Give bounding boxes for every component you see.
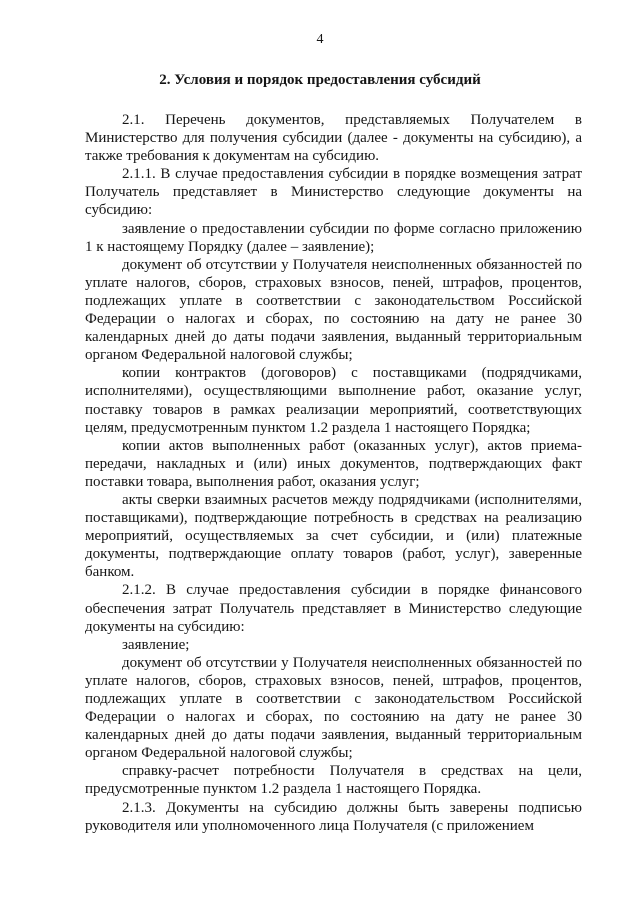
list-item-calculation: справку-расчет потребности Получателя в средствах на цели, предусмотренные пунктом 1.2 раздела 1 настоящего Порядка. (85, 763, 582, 798)
list-item-contracts: копии контрактов (договоров) с поставщиками (подрядчиками, исполнителями), осуществляющими выполнение работ, оказание услуг, поставку товаров в рамках реализации мероприятий, соответствующих целям, предусмотренным пунктом 1.2 раздела 1 настоящего Порядка; (85, 365, 582, 436)
list-item-application: заявление о предоставлении субсидии по форме согласно приложению 1 к настоящему Порядку (далее – заявление); (85, 220, 582, 255)
list-item-reconciliation: акты сверки взаимных расчетов между подрядчиками (исполнителями, поставщиками), подтверждающие потребность в средствах на реализацию мероприятий, осуществляемых за счет субсидии, и (или) платежные документы, подтверждающие оплату товаров (работ, услуг), заверенные банком. (85, 491, 582, 581)
list-item-tax-certificate: документ об отсутствии у Получателя неисполненных обязанностей по уплате налогов, сборов, страховых взносов, пеней, штрафов, процентов, подлежащих уплате в соответствии с законодательством Российской Федерации о налогах и сборах, по состоянию на дату не ранее 30 календарных дней до даты подачи заявления, выданный территориальным органом Федеральной налоговой службы; (85, 256, 582, 364)
paragraph-2-1-2: 2.1.2. В случае предоставления субсидии в порядке финансового обеспечения затрат Получатель представляет в Министерство следующие документы на субсидию: (85, 582, 582, 635)
section-heading: 2. Условия и порядок предоставления субсидий (159, 72, 481, 88)
list-item-acts: копии актов выполненных работ (оказанных услуг), актов приема-передачи, накладных и (или) иных документов, подтверждающих факт поставки товара, выполнения работ, оказания услуг; (85, 437, 582, 490)
document-body (85, 111, 582, 835)
list-item-tax-certificate-2: документ об отсутствии у Получателя неисполненных обязанностей по уплате налогов, сборов, страховых взносов, пеней, штрафов, процентов, подлежащих уплате в соответствии с законодательством Российской Федерации о налогах и сборах, по состоянию на дату не ранее 30 календарных дней до даты подачи заявления, выданный территориальным органом Федеральной налоговой службы; (85, 654, 582, 762)
paragraph-2-1: 2.1. Перечень документов, представляемых Получателем в Министерство для получения субсидии (далее - документы на субсидию), а также требования к документам на субсидию. (85, 112, 582, 165)
list-item-application-2: заявление; (122, 636, 190, 653)
paragraph-2-1-3: 2.1.3. Документы на субсидию должны быть заверены подписью руководителя или уполномоченного лица Получателя (с приложением (85, 799, 582, 834)
paragraph-2-1-1: 2.1.1. В случае предоставления субсидии в порядке возмещения затрат Получатель представляет в Министерство следующие документы на субсидию: (85, 166, 582, 219)
page-number: 4 (316, 32, 324, 47)
